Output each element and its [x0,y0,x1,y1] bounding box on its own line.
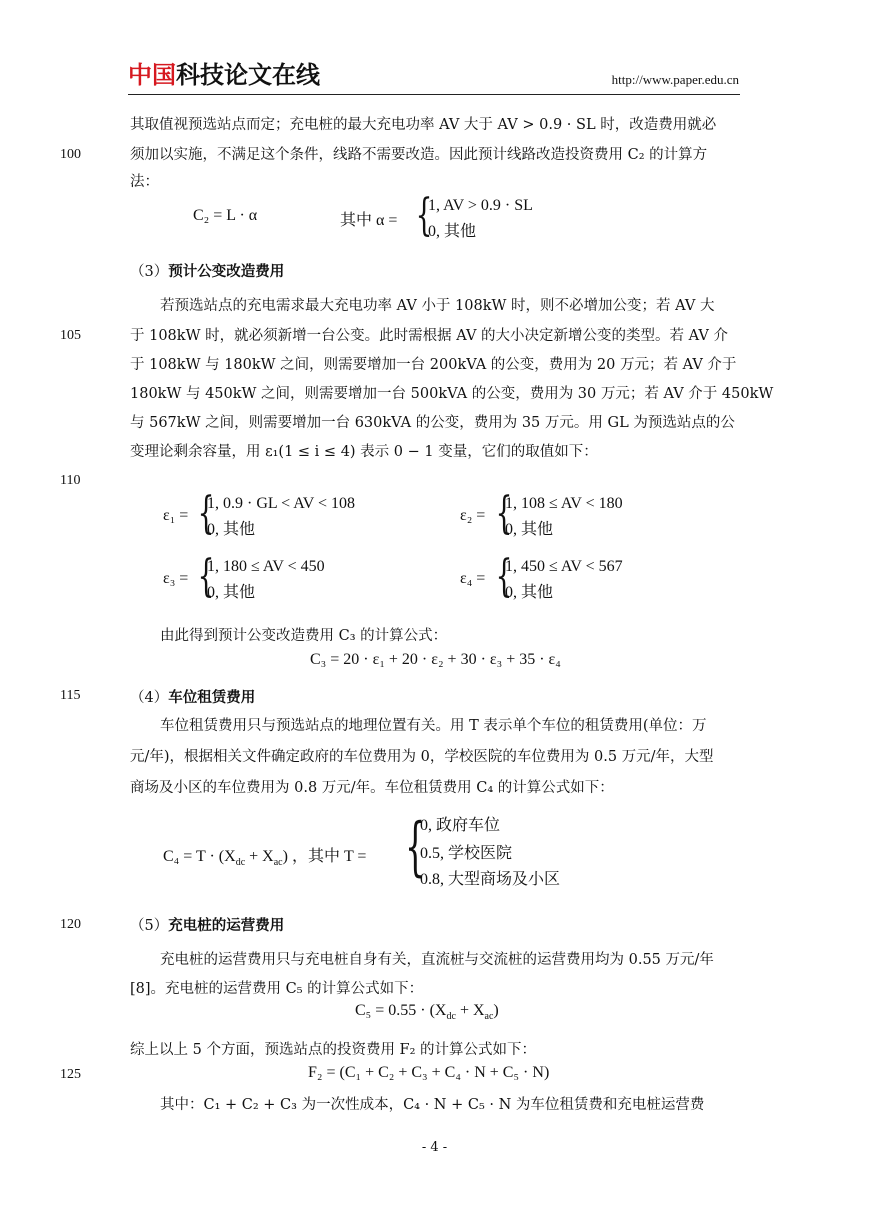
subscript: ac [484,1011,494,1023]
logo-black-part: 科技论文在线 [176,61,320,89]
equation-c4-case3: 0.8, 大型商场及小区 [420,871,561,888]
section-heading-5 [130,914,284,935]
logo-red-part: 中国 [128,61,176,89]
eps3-case2: 0, 其他 [207,584,256,601]
journal-logo [128,60,320,90]
equation-c2-lhs: C₂ = L · α [193,207,258,224]
equation-c4 [163,843,366,868]
subscript: dc [235,857,246,869]
equation-c4-case2: 0.5, 学校医院 [420,845,513,862]
section-heading-4 [130,686,255,707]
left-brace: { [415,190,433,241]
equation-c5-mid: + X [455,1002,485,1019]
left-brace: { [405,810,426,884]
line-number: 100 [60,147,81,162]
paragraph-line: 由此得到预计公变改造费用 C₃ 的计算公式： [160,628,448,644]
paragraph-line: 若预选站点的充电需求最大充电功率 AV 小于 108kW 时，则不必增加公变；若 AV 大 [160,298,715,314]
eps4-case1: 1, 450 ≤ AV < 567 [505,558,623,575]
eps3-case1: 1, 180 ≤ AV < 450 [207,558,325,575]
left-brace: { [495,488,513,539]
left-brace: { [197,488,215,539]
equation-c5 [355,1002,499,1022]
equation-c2-case2: 0, 其他 [428,223,477,240]
paragraph-line: 其取值视预选站点而定；充电桩的最大充电功率 AV 大于 AV > 0.9 · SL 时，改造费用就必 [130,117,717,133]
paragraph-line: 其中：C₁ + C₂ + C₃ 为一次性成本，C₄ · N + C₅ · N 为车位租赁费和充电桩运营费 [160,1097,705,1113]
paragraph-line: 综上以上 5 个方面，预选站点的投资费用 F₂ 的计算公式如下： [130,1042,537,1058]
subscript: dc [446,1011,456,1023]
line-number: 110 [60,473,81,488]
equation-c2-case1: 1, AV > 0.9 · SL [428,197,533,214]
section-number: （3） [130,264,169,280]
paragraph-line: 商场及小区的车位费用为 0.8 万元/年。车位租赁费用 C₄ 的计算公式如下： [130,780,614,796]
eps1-case1: 1, 0.9 · GL < AV < 108 [207,495,355,512]
section-title: 车位租赁费用 [168,689,256,706]
equation-c5-end: ) [493,1002,499,1019]
eps4-case2: 0, 其他 [505,584,554,601]
paragraph-line: 法： [130,174,159,190]
equation-c4-mid: + X [245,848,274,865]
paragraph-line: 变理论剩余容量，用 ε₁(1 ≤ i ≤ 4) 表示 0 − 1 变量，它们的取值如下： [130,444,598,460]
eps2-case2: 0, 其他 [505,521,554,538]
section-heading-3 [130,260,284,281]
left-brace: { [495,551,513,602]
paragraph-line: 于 108kW 与 180kW 之间，则需要增加一台 200kVA 的公变，费用为 20 万元；若 AV 介于 [130,357,737,373]
section-number: （5） [130,918,169,934]
left-brace: { [197,551,215,602]
paragraph-line: 元/年)，根据相关文件确定政府的车位费用为 0，学校医院的车位费用为 0.5 万元/年，大型 [130,749,714,765]
equation-c4-rhs: ) ，其中 T = [282,848,367,865]
header-url[interactable]: http://www.paper.edu.cn [611,72,739,87]
equation-c2-where: 其中 α = [340,212,398,229]
equation-c3: C₃ = 20 · ε₁ + 20 · ε₂ + 30 · ε₃ + 35 · ε₄ [310,651,561,668]
equation-c4-case1: 0, 政府车位 [420,817,501,834]
eps2-case1: 1, 108 ≤ AV < 180 [505,495,623,512]
eps1-case2: 0, 其他 [207,521,256,538]
paragraph-line: 充电桩的运营费用只与充电桩自身有关，直流桩与交流桩的运营费用均为 0.55 万元/年 [160,952,714,968]
equation-f2: F₂ = (C₁ + C₂ + C₃ + C₄ · N + C₅ · N) [308,1064,550,1081]
paragraph-line: 与 567kW 之间，则需要增加一台 630kVA 的公变，费用为 35 万元。用 GL 为预选站点的公 [130,415,735,431]
paragraph-line: 须加以实施，不满足这个条件，线路不需要改造。因此预计线路改造投资费用 C₂ 的计算方 [130,147,708,163]
eps2-lhs: ε₂ = [460,507,486,524]
section-number: （4） [130,690,169,706]
line-number: 120 [60,917,81,932]
header-rule [128,94,740,95]
section-title: 充电桩的运营费用 [168,917,285,934]
equation-c4-lhs: C₄ = T · (X [163,848,236,865]
line-number: 125 [60,1067,81,1082]
paragraph-line: [8]。充电桩的运营费用 C₅ 的计算公式如下： [130,981,424,997]
section-title: 预计公变改造费用 [168,263,285,280]
paragraph-line: 车位租赁费用只与预选站点的地理位置有关。用 T 表示单个车位的租赁费用(单位：万 [160,718,707,734]
paragraph-line: 于 108kW 时，就必须新增一台公变。此时需根据 AV 的大小决定新增公变的类型。若 AV 介 [130,328,728,344]
paragraph-line: 180kW 与 450kW 之间，则需要增加一台 500kVA 的公变，费用为 30 万元；若 AV 介于 450kW [130,386,774,402]
eps4-lhs: ε₄ = [460,570,486,587]
subscript: ac [273,857,283,869]
eps1-lhs: ε₁ = [163,507,189,524]
eps3-lhs: ε₃ = [163,570,189,587]
page-number: - 4 - [421,1140,448,1155]
line-number: 115 [60,688,81,703]
line-number: 105 [60,328,81,343]
equation-c5-lhs: C₅ = 0.55 · (X [355,1002,447,1019]
